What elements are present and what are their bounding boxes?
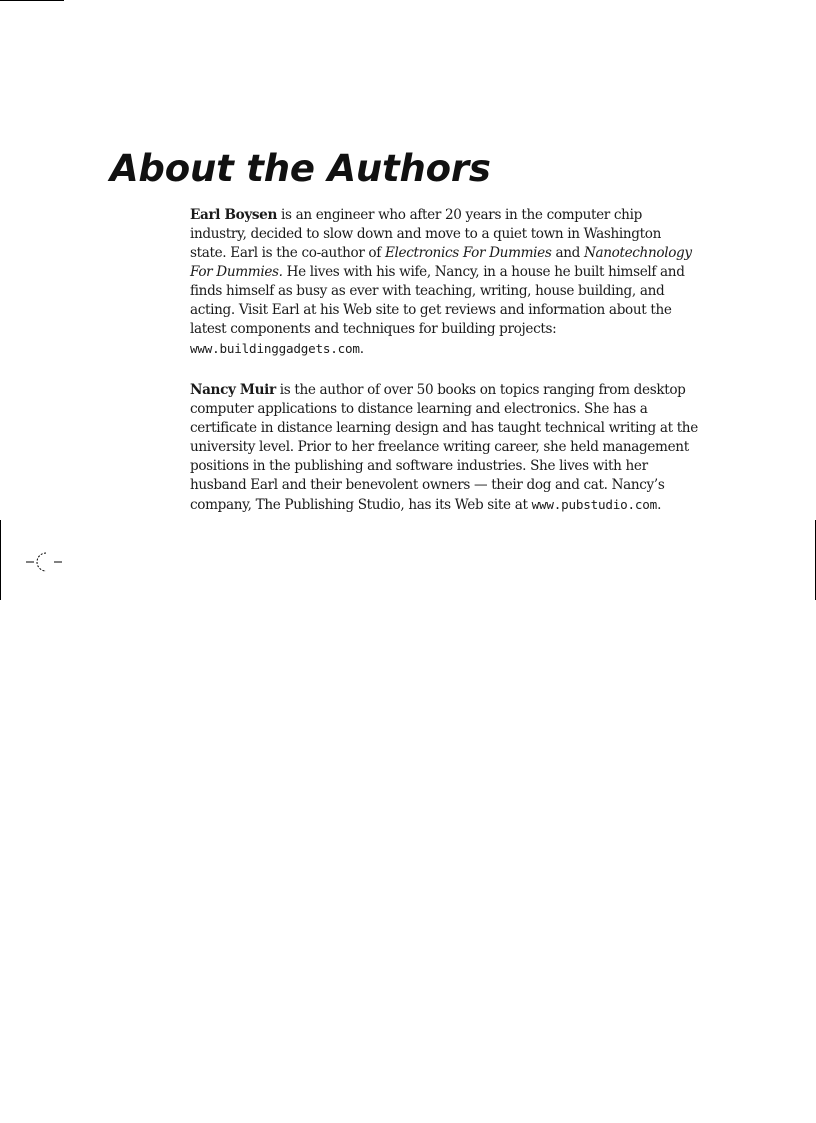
author-bios: [190, 206, 700, 537]
author-bio-nancy-muir: [190, 381, 700, 515]
margin-rule-left: [0, 520, 1, 600]
bio-text: .: [359, 341, 364, 357]
bio-text: is an engineer who after 20 years in the computer chip industry, decided to slow down and move to a quiet town in Washington state. Earl is the co-author of: [190, 207, 662, 261]
bio-text: and: [551, 245, 584, 261]
author-bio-earl-boysen: [190, 206, 700, 359]
book-title: Nanotechnology For Dummies.: [190, 245, 692, 280]
website-url: www.pubstudio.com: [531, 497, 658, 512]
author-name: Nancy Muir: [190, 382, 276, 398]
author-name: Earl Boysen: [190, 207, 278, 223]
bio-text: is the author of over 50 books on topics ranging from desktop computer applications to distance learning and electronics. She has a certificate in distance learning design and has taught technical writing at the university level. Prior to her freelance writing career, she held management positions in the publishing and software industries. She lives with her husband Earl and their benevolent owners — their dog and cat. Nancy’s company, The Publishing Studio, has its Web site at: [190, 382, 698, 513]
bio-text: .: [657, 497, 662, 513]
registration-mark-icon: [26, 550, 66, 574]
website-url: www.buildinggadgets.com: [190, 341, 360, 356]
page-title: About the Authors: [110, 147, 491, 190]
book-title: Electronics For Dummies: [384, 245, 552, 261]
crop-mark-top: [0, 0, 64, 1]
bio-text: He lives with his wife, Nancy, in a house he built himself and finds himself as busy as ever with teaching, writing, house building, and acting. Visit Earl at his Web site to get reviews and information about the latest components and techniques for building projects:: [190, 264, 685, 337]
